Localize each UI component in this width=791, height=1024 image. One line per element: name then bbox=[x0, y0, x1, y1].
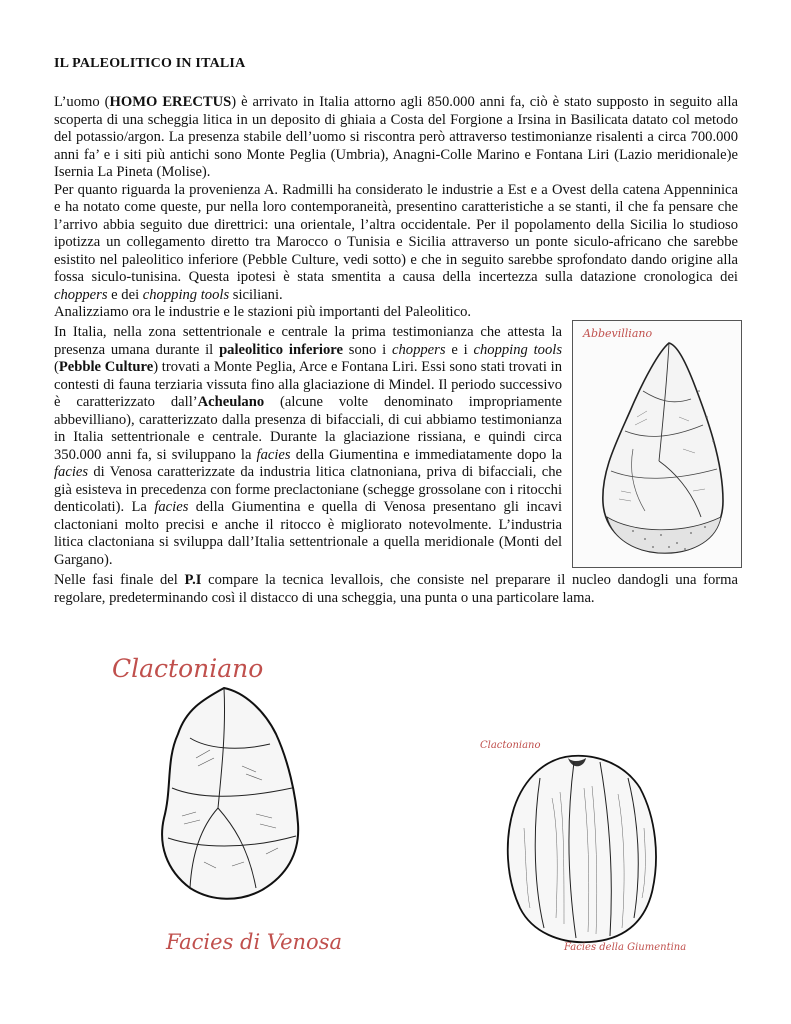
pebble-culture-term: Pebble Culture bbox=[58, 359, 154, 375]
text-run: compare la tecnica levallois, che consiste nel preparare il nucleo dandogli una forma regolare, predeterminando così il distacco di una scheggia, una punta o una particolare lama. bbox=[54, 572, 738, 606]
paragraph-1 bbox=[54, 94, 738, 182]
clactoniano-label: Clactoniano bbox=[112, 654, 264, 683]
pi-term: P.I bbox=[184, 572, 202, 588]
facies-giumentina-label: Facies della Giumentina bbox=[564, 942, 687, 953]
body-text-top bbox=[54, 94, 738, 322]
choppers-term: choppers bbox=[54, 286, 108, 303]
clactoniano-giumentina-figure bbox=[468, 728, 700, 958]
paragraph-4 bbox=[54, 324, 562, 569]
text-run: e dei bbox=[107, 286, 143, 303]
choppers-term: choppers bbox=[392, 341, 446, 358]
text-run: L’uomo ( bbox=[54, 94, 110, 110]
chopping-tools-term: chopping tools bbox=[473, 341, 563, 358]
paragraph-5 bbox=[54, 572, 738, 607]
text-run: In Italia, nella zona settentrionale e centrale la prima testimonianza che attesta la presenza umana durante il bbox=[54, 324, 562, 358]
page-title: IL PALEOLITICO IN ITALIA bbox=[54, 56, 246, 71]
abbevilliano-figure bbox=[572, 320, 742, 568]
text-run: e i bbox=[445, 341, 474, 358]
text-run: della Giumentina e quella di Venosa presentano gli incavi clactoniani molto precisi e anche il ritocco è migliorato notevolmente. L’industria litica clactoniana si sviluppa dall’Italia settentrionale a quella meridionale (Monti del Gargano). bbox=[54, 499, 562, 568]
abbevilliano-label: Abbevilliano bbox=[583, 327, 653, 340]
facies-term: facies bbox=[256, 446, 291, 463]
text-run: siciliani. bbox=[229, 286, 283, 303]
homo-erectus-term: HOMO ERECTUS bbox=[109, 94, 232, 110]
text-run: ) trovati a Monte Peglia, Arce e Fontana Liri. Essi sono stati trovati in contesti di fauna terziaria vissuta fino alla glaciazione di Mindel. Il periodo successivo è caratterizzato dall’ bbox=[54, 359, 563, 410]
abbevilliano-handaxe-drawing bbox=[573, 321, 741, 567]
clactoniano-venosa-drawing bbox=[106, 648, 342, 960]
facies-venosa-label: Facies di Venosa bbox=[166, 930, 342, 954]
text-run: della Giumentina e immediatamente dopo la bbox=[290, 446, 562, 463]
text-run: ) è arrivato in Italia attorno agli 850.000 anni fa, ciò è stato supposto in seguito alla scoperta di una scheggia litica in un deposito di ghiaia a Costa del Forgione a Irsina in Basilicata datato col metodo del potassio/argon. La presenza stabile dell’uomo si riscontra però attraverso testimonianze risalenti a circa 700.000 anni fa’ e i siti più antichi sono Monte Peglia (Umbria), Anagni-Colle Marino e Fontana Liri (Lazio meridionale)e Isernia La Pineta (Molise). bbox=[54, 94, 738, 180]
body-text-bottom bbox=[54, 572, 738, 607]
paragraph-2 bbox=[54, 182, 738, 305]
acheulano-term: Acheulano bbox=[197, 394, 265, 410]
text-run: sono i bbox=[342, 341, 393, 358]
facies-term: facies bbox=[54, 464, 89, 480]
text-run: (alcune volte denominato impropriamente abbevilliano), caratterizzato dalla presenza di bifacciali, di cui abbiamo testimonianza in Italia settentrionale e centrale. Durante la glaciazione rissiana, e quindi circa 350.000 anni fa, si sviluppano la bbox=[54, 394, 562, 463]
paleolitico-inferiore-term: paleolitico inferiore bbox=[219, 341, 343, 358]
text-run: di Venosa caratterizzate da industria litica clatnoniana, priva di bifacciali, che già esisteva in precedenza con forme preclactoniane (schegge grossolane con i ritocchi denticolati). La bbox=[54, 464, 562, 515]
paragraph-3: Analizziamo ora le industrie e le stazioni più importanti del Paleolitico. bbox=[54, 304, 472, 320]
clactoniano-small-label: Clactoniano bbox=[480, 740, 541, 751]
clactoniano-giumentina-drawing bbox=[468, 728, 700, 958]
body-text-middle bbox=[54, 324, 562, 569]
clactoniano-venosa-figure bbox=[106, 648, 342, 960]
text-run: Per quanto riguarda la provenienza A. Radmilli ha considerato le industrie a Est e a Ovest della catena Appenninica e ha notato come queste, pur nella loro contemporaneità, presentino caratteristiche a se stanti, il che fa pensare che l’arrivo abbia seguito due direttrici: una orientale, l’altra occidentale. Per il popolamento della Sicilia lo studioso ipotizza un collegamento diretto tra Marocco o Tunisia e Sicilia attraverso un ponte siculo-africano che sarebbe esistito nel paleolitico inferiore (Pebble Culture, vedi sotto) e che in seguito sarebbe sprofondato dando origine alla fossa siculo-tunisina. Questa ipotesi è stata smentita a causa della incertezza sulla datazione cronologica dei bbox=[54, 181, 738, 285]
text-run: ( bbox=[54, 359, 59, 375]
chopping-tools-term: chopping tools bbox=[142, 286, 230, 303]
facies-term: facies bbox=[154, 499, 189, 515]
text-run: Nelle fasi finale del bbox=[54, 572, 185, 588]
